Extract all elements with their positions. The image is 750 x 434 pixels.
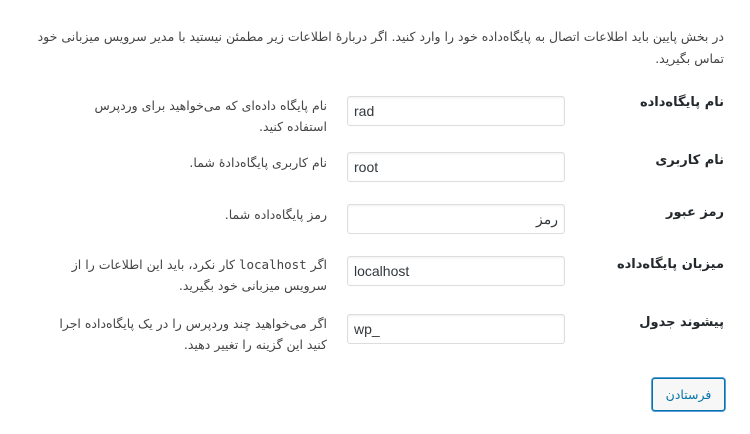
password-description: رمز پایگاه‌داده شما.	[224, 207, 327, 222]
dbhost-desc-before: اگر	[306, 257, 327, 272]
password-input[interactable]	[347, 204, 565, 234]
form-row-dbname	[0, 86, 750, 134]
localhost-code: localhost	[238, 257, 307, 272]
dbname-description: نام پایگاه داده‌ای که می‌خواهید برای وردپرس استفاده کنید.	[94, 98, 327, 134]
dbhost-label: میزبان پایگاه‌داده	[616, 257, 724, 272]
prefix-input[interactable]	[347, 314, 565, 344]
form-row-prefix	[0, 306, 750, 354]
password-label: رمز عبور	[666, 205, 724, 220]
dbhost-desc-after: کار نکرد، باید این اطلاعات را از سرویس میزبانی خود بگیرید.	[71, 257, 327, 293]
dbname-label: نام پایگاه‌داده	[639, 95, 724, 110]
dbhost-description	[57, 254, 327, 296]
username-label: نام کاربری	[655, 153, 724, 168]
username-description: نام کاربری پایگاه‌دادهٔ شما.	[189, 155, 327, 170]
form-row-dbhost	[0, 248, 750, 296]
prefix-description: اگر می‌خواهید چند وردپرس را در یک پایگاه‌داده اجرا کنید این گزینه را تغییر دهید.	[59, 316, 327, 352]
form-row-password	[0, 196, 750, 244]
submit-button[interactable]: فرستادن	[652, 378, 725, 411]
dbhost-input[interactable]	[347, 256, 565, 286]
prefix-label: پیشوند جدول	[639, 315, 724, 330]
username-input[interactable]	[347, 152, 565, 182]
form-row-username	[0, 144, 750, 192]
dbname-input[interactable]	[347, 96, 565, 126]
intro-text: در بخش پایین باید اطلاعات اتصال به پایگاه‌داده‌ خود را وارد کنید. اگر دربارهٔ اطلاعات زیر مطمئن نیستید با مدیر سرویس میزبانی خود تماس بگیرید.	[37, 29, 724, 66]
